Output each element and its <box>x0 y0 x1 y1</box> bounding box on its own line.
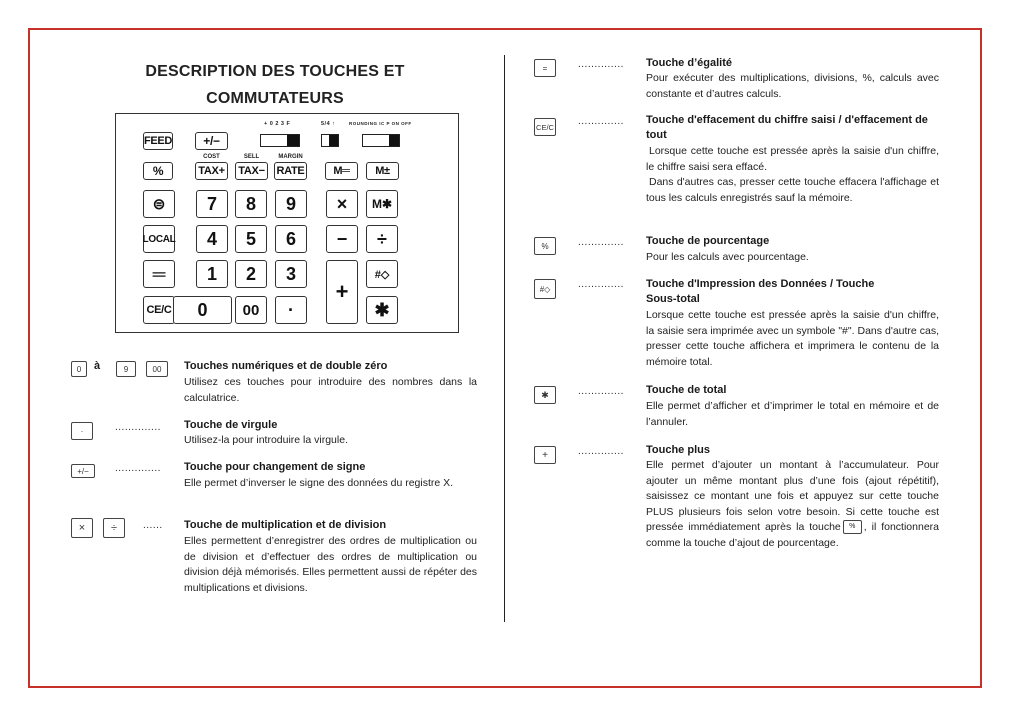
key-total: ✱ <box>366 296 398 324</box>
key-subtotal: #◇ <box>366 260 398 288</box>
key-feed: FEED <box>143 132 173 150</box>
icon-key-equal: = <box>534 59 556 77</box>
key-5: 5 <box>235 225 267 253</box>
key-tax-plus: TAX+ <box>195 162 228 180</box>
switch-mode <box>362 134 400 147</box>
icon-key-subtotal: #◇ <box>534 279 556 299</box>
heading-decimal-key: Touche de virgule <box>184 419 278 431</box>
key-local: LOCAL <box>143 225 175 253</box>
key-coin: ⊜ <box>143 190 175 218</box>
key-sign-change: +/− <box>195 132 228 150</box>
body-plus-key-text-end: , il fonctionnera comme la touche d’ajout de pourcentage. <box>646 521 939 549</box>
heading-subtotal-key: Touche d'Impression des Données / Touche Sous-total <box>646 278 875 305</box>
body-plus-key <box>646 458 939 551</box>
cost-label: COST <box>203 154 220 160</box>
page-title <box>115 58 435 112</box>
inline-percent-key-icon: % <box>843 520 862 534</box>
body-clear-key-2: Dans d'autres cas, presser cette touche effacera l'affichage et tous les calculs enregistrés sauf la mémoire. <box>646 176 939 204</box>
sell-label: SELL <box>243 154 260 160</box>
heading-plus-key: Touche plus <box>646 444 710 456</box>
key-8: 8 <box>235 190 267 218</box>
icon-key-percent: % <box>534 237 556 255</box>
key-0: 0 <box>173 296 232 324</box>
switch-decimal <box>260 134 300 147</box>
switch-rounding <box>321 134 339 147</box>
heading-numeric-keys: Touches numériques et de double zéro <box>184 360 388 372</box>
calculator-keyboard-diagram <box>115 113 459 333</box>
icon-key-plus: + <box>534 446 556 464</box>
icon-key-clear: CE/C <box>534 118 556 136</box>
key-2: 2 <box>235 260 267 288</box>
dot-leader: .............. <box>115 463 161 474</box>
icon-key-0: 0 <box>71 361 87 377</box>
switch-decimal-label: + 0 2 3 F <box>264 121 291 127</box>
body-clear-key-1: Lorsque cette touche est pressée après la saisie d'un chiffre, le chiffre saisi sera effacé. <box>646 145 939 173</box>
key-tax-minus: TAX− <box>235 162 268 180</box>
dot-leader: .............. <box>578 446 624 457</box>
key-00: 00 <box>235 296 267 324</box>
key-1: 1 <box>196 260 228 288</box>
heading-sign-key: Touche pour changement de signe <box>184 461 366 473</box>
key-4: 4 <box>196 225 228 253</box>
column-divider <box>504 55 505 622</box>
switch-rounding-label: 5/4 ↑ <box>321 121 336 127</box>
icon-key-sign-change: +/− <box>71 464 95 478</box>
heading-clear-key: Touche d'effacement du chiffre saisi / d'effacement de tout <box>646 114 928 141</box>
key-9: 9 <box>275 190 307 218</box>
dot-leader: .............. <box>578 279 624 290</box>
margin-label: MARGIN <box>278 154 303 160</box>
connector-a: à <box>94 360 101 372</box>
switch-mode-label: ROUNDING IC P ON OFF <box>349 121 412 126</box>
key-memory-total: M✱ <box>366 190 398 218</box>
key-7: 7 <box>196 190 228 218</box>
icon-key-decimal: · <box>71 422 93 440</box>
key-equal: ═ <box>143 260 175 288</box>
dot-leader: ...... <box>143 520 163 531</box>
key-rate: RATE <box>274 162 307 180</box>
dot-leader: .............. <box>578 386 624 397</box>
key-memory-plus-minus: M± <box>366 162 399 180</box>
body-sign-key: Elle permet d’inverser le signe des données du registre X. <box>184 477 454 489</box>
key-minus: − <box>326 225 358 253</box>
key-divide: ÷ <box>366 225 398 253</box>
icon-key-divide: ÷ <box>103 518 125 538</box>
dot-leader: .............. <box>578 116 624 127</box>
body-numeric-keys: Utilisez ces touches pour introduire des nombres dans la calculatrice. <box>184 376 477 404</box>
body-multiply-divide: Elles permettent d’enregistrer des ordres de multiplication ou de division et d’effectuer des ordres de multiplication ou division déjà mémorisés. Elles permettent aussi de répéter des multiplications et divisions. <box>184 535 477 594</box>
icon-key-multiply: × <box>71 518 93 538</box>
heading-total-key: Touche de total <box>646 384 727 396</box>
key-6: 6 <box>275 225 307 253</box>
key-clear: CE/C <box>143 296 175 324</box>
heading-equal-key: Touche d’égalité <box>646 57 732 69</box>
heading-multiply-divide: Touche de multiplication et de division <box>184 519 387 531</box>
body-plus-key-text: Elle permet d’ajouter un montant à l’accumulateur. Pour ajouter un même montant plus d’une fois (ajout répétitif), saisissez ce montant une fois et appuyez sur cette touche PLUS plusieurs fois selon votre besoin. Si cette touche est pressée immédiatement après la touche <box>646 459 939 533</box>
key-percent: % <box>143 162 173 180</box>
body-percent-key: Pour les calculs avec pourcentage. <box>646 251 809 263</box>
body-equal-key: Pour exécuter des multiplications, divisions, %, calculs avec constante et d’autres calculs. <box>646 72 939 100</box>
icon-key-total: ✱ <box>534 386 556 404</box>
dot-leader: .............. <box>578 237 624 248</box>
icon-key-9: 9 <box>116 361 136 377</box>
body-total-key: Elle permet d’afficher et d’imprimer le total en mémoire et de l’annuler. <box>646 400 939 428</box>
key-plus: + <box>326 260 358 324</box>
key-3: 3 <box>275 260 307 288</box>
key-multiply: × <box>326 190 358 218</box>
dot-leader: .............. <box>115 422 161 433</box>
heading-percent-key: Touche de pourcentage <box>646 235 770 247</box>
icon-key-00: 00 <box>146 361 168 377</box>
key-decimal-point: · <box>275 296 307 324</box>
body-decimal-key: Utilisez-la pour introduire la virgule. <box>184 434 348 446</box>
body-subtotal-key: Lorsque cette touche est pressée après la saisie d'un chiffre, la saisie sera imprimée avec un symbole "#". Dans d'autre cas, presser cette touche affichera et imprimera le contenu de la mémoire total. <box>646 309 939 368</box>
dot-leader: .............. <box>578 59 624 70</box>
title-line-2: COMMUTATEURS <box>206 90 344 107</box>
title-line-1: DESCRIPTION DES TOUCHES ET <box>145 63 405 80</box>
key-memory-equal: M═ <box>325 162 358 180</box>
